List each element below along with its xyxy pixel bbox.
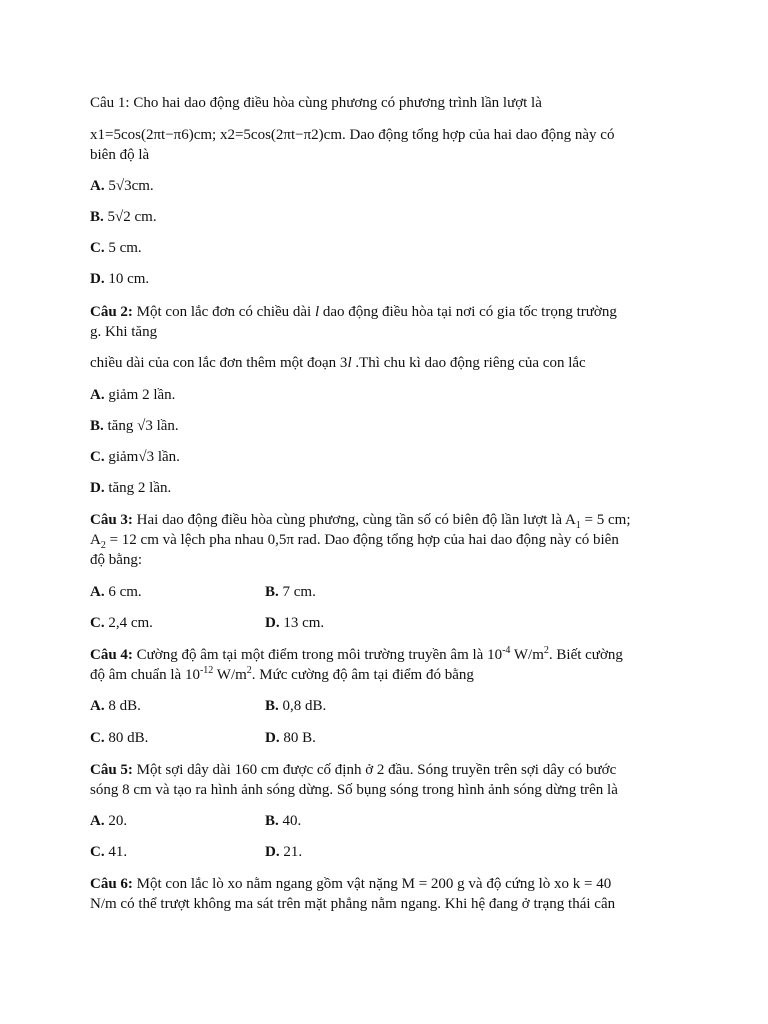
- variable-l: l: [347, 355, 352, 371]
- question-3-option-d: [265, 614, 324, 633]
- option-letter: B.: [265, 698, 279, 714]
- question-3-stem-line-2: $A_2 = 12$ cm và lệch pha nhau 0,5π rad. Dao động tổng hợp của hai dao động này có biên: [90, 532, 619, 551]
- option-text: 6 cm.: [104, 584, 142, 600]
- question-4-option-d: [265, 729, 316, 748]
- question-1-stem-line-3: biên độ là: [90, 147, 150, 163]
- question-2-option-c: [90, 448, 180, 467]
- option-letter: A.: [90, 584, 105, 600]
- option-text: 80 dB.: [104, 730, 149, 746]
- question-1-stem-line-1: Câu 1: Cho hai dao động điều hòa cùng phương có phương trình lần lượt là: [90, 95, 542, 111]
- option-letter: C.: [90, 730, 105, 746]
- option-text: 5√2 cm.: [103, 209, 157, 225]
- question-5-stem-line-2: sóng 8 cm và tạo ra hình ảnh sóng dừng. Số bụng sóng trong hình ảnh sóng dừng trên là: [90, 782, 618, 798]
- option-letter: A.: [90, 387, 105, 403]
- question-5-option-d: [265, 843, 302, 862]
- option-text: 10 cm.: [104, 271, 150, 287]
- option-letter: D.: [265, 615, 280, 631]
- question-3-stem-line-1: Câu 3: Hai dao động điều hòa cùng phương, cùng tần số có biên độ lần lượt là $A_1 = 5$ cm;: [90, 512, 631, 531]
- question-3-option-b: [265, 583, 316, 602]
- question-1-option-d: [90, 270, 149, 289]
- question-1-option-a: [90, 177, 154, 196]
- option-letter: C.: [90, 240, 105, 256]
- option-letter: B.: [90, 209, 104, 225]
- option-text: tăng 2 lần.: [104, 480, 172, 496]
- question-label: Câu 4:: [90, 647, 133, 663]
- option-text: giảm√3 lần.: [104, 449, 180, 465]
- question-6-stem-line-2: N/m có thể trượt không ma sát trên mặt phẳng nằm ngang. Khi hệ đang ở trạng thái cân: [90, 896, 616, 912]
- question-label: Câu 6:: [90, 876, 133, 892]
- option-letter: A.: [90, 813, 105, 829]
- question-3-option-a: [90, 583, 142, 602]
- question-2-option-d: [90, 479, 171, 498]
- option-text: 0,8 dB.: [278, 698, 327, 714]
- option-letter: C.: [90, 844, 105, 860]
- question-2-stem-line-2: g. Khi tăng: [90, 324, 158, 340]
- question-4-stem-line-2: độ âm chuẩn là $10^{-12}$ $W/m^2$. Mức cường độ âm tại điểm đó bằng: [90, 665, 474, 683]
- option-letter: A.: [90, 178, 105, 194]
- question-2-stem-line-1: Câu 2: Một con lắc đơn có chiều dài l dao động điều hòa tại nơi có gia tốc trọng trường: [90, 304, 617, 320]
- question-4-option-b: [265, 697, 326, 716]
- question-4-option-a: [90, 697, 141, 716]
- option-letter: C.: [90, 615, 105, 631]
- question-5-stem-line-1: Câu 5: Một sợi dây dài 160 cm được cố định ở 2 đầu. Sóng truyền trên sợi dây có bước: [90, 762, 617, 778]
- question-1-option-c: [90, 239, 142, 258]
- question-3-stem-line-3: độ bằng:: [90, 552, 143, 568]
- option-letter: D.: [90, 480, 105, 496]
- question-2-option-a: [90, 386, 175, 405]
- option-text: 21.: [279, 844, 303, 860]
- question-1-stem-line-2: x1=5cos(2πt−π6)cm; x2=5cos(2πt−π2)cm. Dao động tổng hợp của hai dao động này có: [90, 127, 615, 143]
- option-letter: D.: [265, 844, 280, 860]
- option-text: 5 cm.: [104, 240, 142, 256]
- question-1-option-b: [90, 208, 157, 227]
- question-3-option-c: [90, 614, 153, 633]
- question-4-option-c: [90, 729, 148, 748]
- question-5-option-b: [265, 812, 301, 831]
- option-text: 20.: [104, 813, 128, 829]
- question-2-option-b: [90, 417, 179, 436]
- question-label: Câu 2:: [90, 304, 133, 320]
- option-letter: D.: [265, 730, 280, 746]
- option-text: 5√3cm.: [104, 178, 154, 194]
- question-6-stem-line-1: Câu 6: Một con lắc lò xo nằm ngang gồm vật nặng M = 200 g và độ cứng lò xo k = 40: [90, 876, 612, 892]
- question-2-stem-line-3: chiều dài của con lắc đơn thêm một đoạn 3l .Thì chu kì dao động riêng của con lắc: [90, 355, 586, 371]
- option-letter: D.: [90, 271, 105, 287]
- option-text: 80 B.: [279, 730, 316, 746]
- option-text: 40.: [278, 813, 302, 829]
- question-4-stem-line-1: Câu 4: Cường độ âm tại một điểm trong môi trường truyền âm là $10^{-4}$ $W/m^2$. Biết cường: [90, 645, 623, 663]
- option-text: 7 cm.: [278, 584, 316, 600]
- option-text: 2,4 cm.: [104, 615, 153, 631]
- option-text: 8 dB.: [104, 698, 141, 714]
- question-5-option-c: [90, 843, 127, 862]
- question-5-option-a: [90, 812, 127, 831]
- option-letter: B.: [265, 813, 279, 829]
- question-label: Câu 3:: [90, 512, 133, 528]
- option-letter: B.: [265, 584, 279, 600]
- question-label: Câu 5:: [90, 762, 133, 778]
- option-text: giảm 2 lần.: [104, 387, 176, 403]
- option-letter: C.: [90, 449, 105, 465]
- option-letter: A.: [90, 698, 105, 714]
- variable-l: l: [314, 304, 320, 320]
- option-text: 13 cm.: [279, 615, 325, 631]
- option-text: 41.: [104, 844, 128, 860]
- option-text: tăng √3 lần.: [103, 418, 179, 434]
- option-letter: B.: [90, 418, 104, 434]
